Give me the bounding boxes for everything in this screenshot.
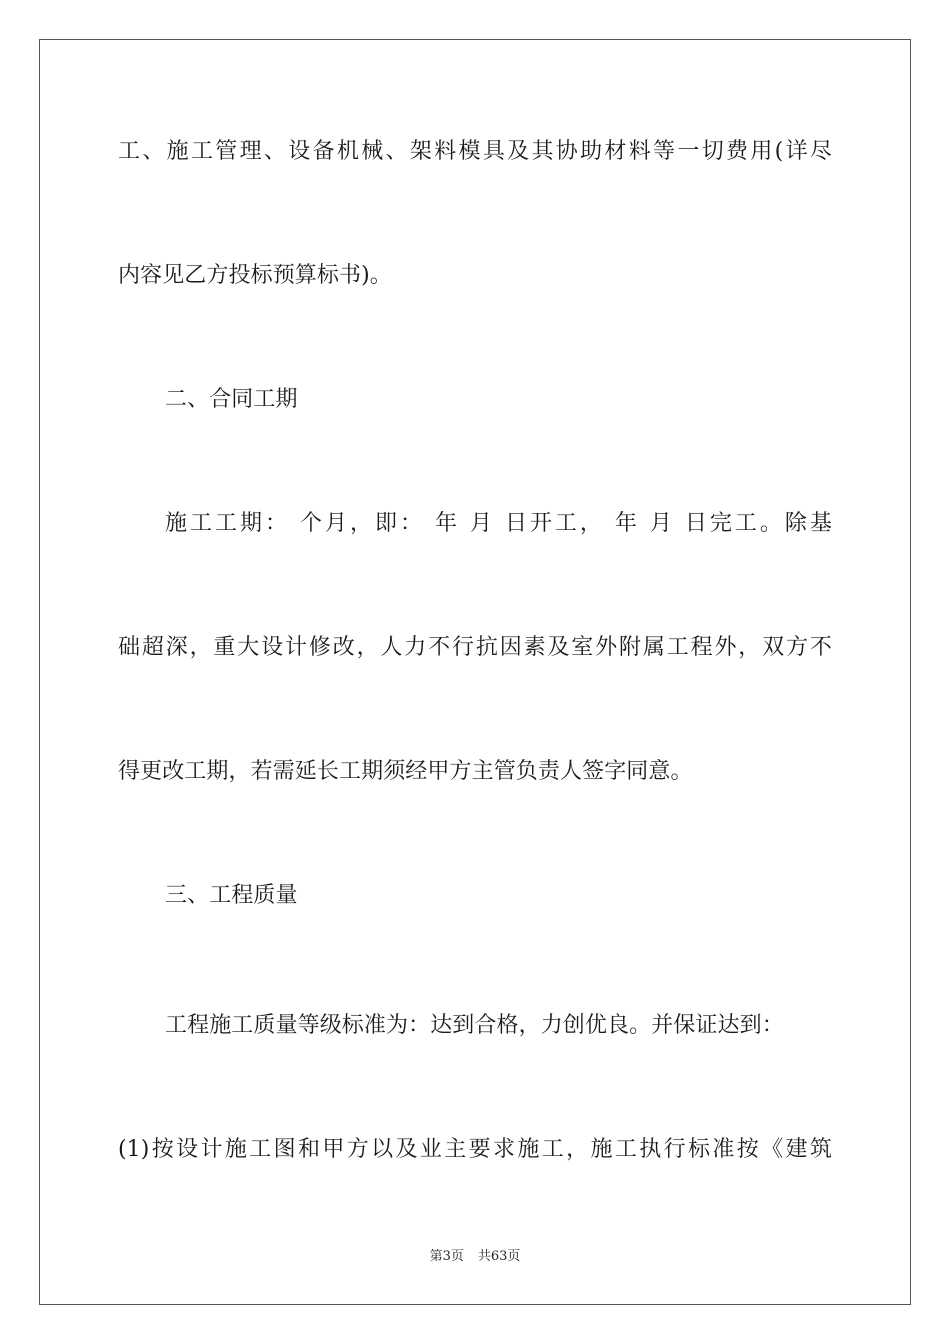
body-line-5: 础超深，重大设计修改，人力不行抗因素及室外附属工程外，双方不 [118, 635, 832, 660]
page-footer [0, 1248, 950, 1266]
page-total: 共63页 [477, 1249, 521, 1264]
section-heading-schedule: 二、合同工期 [165, 387, 298, 412]
body-line-2: 内容见乙方投标预算标书)。 [118, 263, 392, 288]
page-border [39, 39, 911, 1305]
section-heading-quality: 三、工程质量 [165, 883, 298, 908]
body-line-6: 得更改工期，若需延长工期须经甲方主管负责人签字同意。 [118, 759, 693, 784]
body-line-4: 施工工期： 个月，即： 年 月 日开工， 年 月 日完工。除基 [165, 511, 832, 536]
body-line-8: 工程施工质量等级标准为：达到合格，力创优良。并保证达到： [165, 1013, 784, 1038]
body-line-9: (1)按设计施工图和甲方以及业主要求施工，施工执行标准按《建筑 [118, 1137, 832, 1162]
body-line-1: 工、施工管理、设备机械、架料模具及其协助材料等一切费用(详尽 [118, 139, 832, 164]
page-number: 第3页 [429, 1249, 464, 1264]
